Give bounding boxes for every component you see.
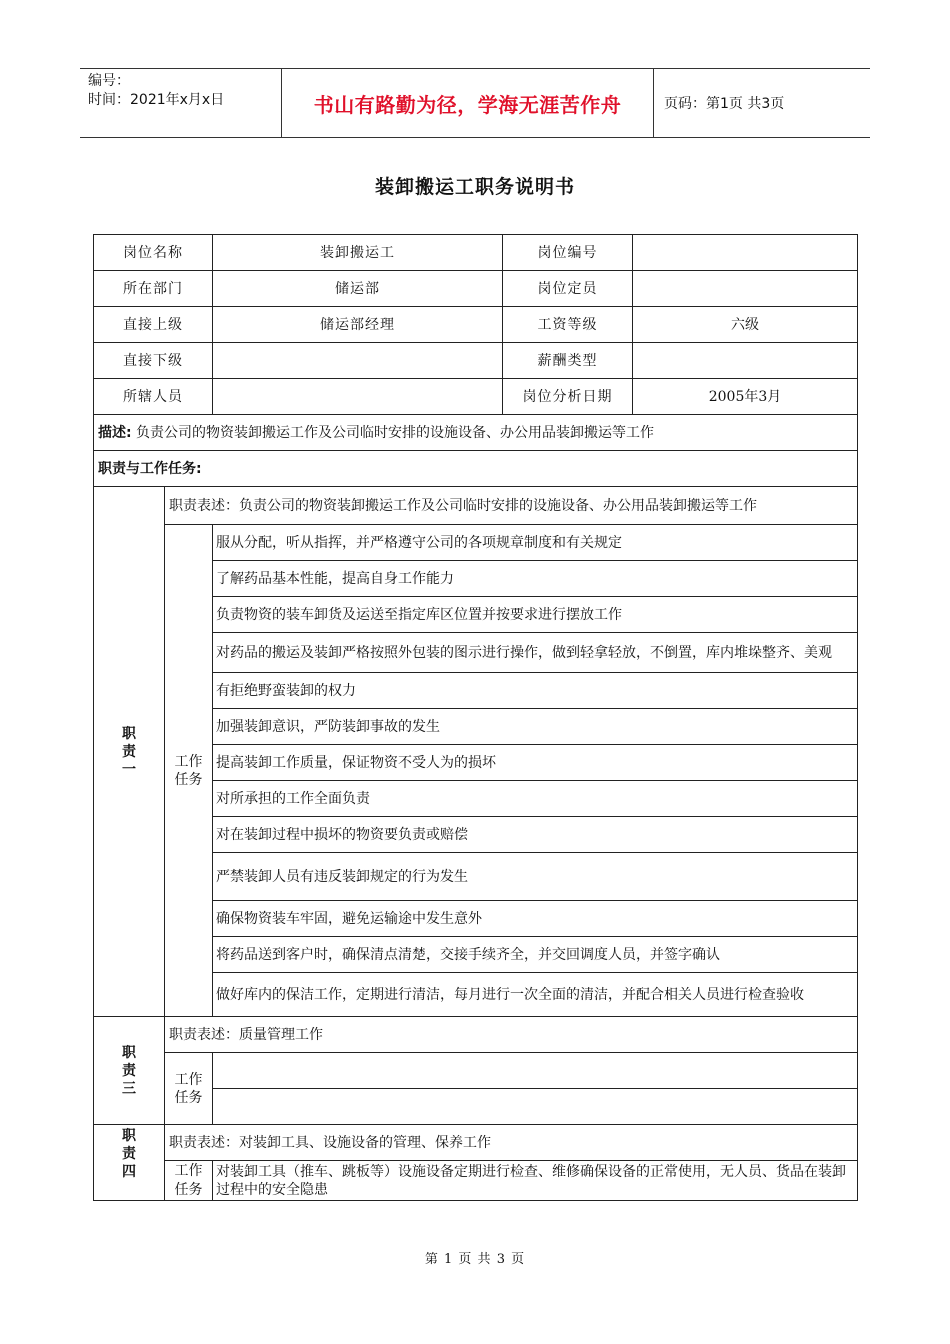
info-label: 所辖人员 — [94, 379, 213, 415]
info-row — [94, 379, 858, 415]
duty4-label — [94, 1125, 165, 1201]
task-row — [94, 1161, 858, 1201]
task-item: 对装卸工具（推车、跳板等）设施设备定期进行检查、维修确保设备的正常使用，无人员、货品在装卸过程中的安全隐患 — [213, 1161, 858, 1201]
duty4-work-label — [165, 1161, 213, 1201]
info-label: 直接上级 — [94, 307, 213, 343]
duties-heading: 职责与工作任务: — [94, 451, 858, 487]
task-item: 严禁装卸人员有违反装卸规定的行为发生 — [213, 853, 858, 901]
description-label: 描述: — [98, 424, 132, 441]
time-label: 时间：2021年x月x日 — [88, 92, 225, 108]
info-value — [213, 343, 503, 379]
info-label: 岗位编号 — [503, 235, 633, 271]
duty1-statement: 职责表述：负责公司的物资装卸搬运工作及公司临时安排的设施设备、办公用品装卸搬运等工作 — [165, 487, 858, 525]
info-label: 工资等级 — [503, 307, 633, 343]
info-label: 岗位定员 — [503, 271, 633, 307]
info-value: 储运部 — [213, 271, 503, 307]
task-item: 对药品的搬运及装卸严格按照外包装的图示进行操作，做到轻拿轻放，不倒置，库内堆垛整齐、美观 — [213, 633, 858, 673]
job-description-table — [93, 234, 858, 1201]
info-value — [633, 271, 858, 307]
info-label: 岗位分析日期 — [503, 379, 633, 415]
header-meta — [80, 69, 282, 137]
info-value — [633, 343, 858, 379]
task-item — [213, 1053, 858, 1089]
duty4-work-label-text: 工作任务 — [174, 1162, 203, 1198]
duty4-statement-row — [94, 1125, 858, 1161]
info-value: 六级 — [633, 307, 858, 343]
duty3-label — [94, 1017, 165, 1125]
task-item: 提高装卸工作质量，保证物资不受人为的损坏 — [213, 745, 858, 781]
task-row — [94, 1053, 858, 1089]
page-footer: 第 1 页 共 3 页 — [424, 1252, 526, 1267]
info-label: 岗位名称 — [94, 235, 213, 271]
header-motto: 书山有路勤为径，学海无涯苦作舟 — [282, 69, 654, 137]
duty3-label-text: 职责三 — [122, 1044, 136, 1097]
task-item: 加强装卸意识，严防装卸事故的发生 — [213, 709, 858, 745]
info-value: 装卸搬运工 — [213, 235, 503, 271]
duty3-statement-row — [94, 1017, 858, 1053]
duty1-statement-row — [94, 487, 858, 525]
duty1-label — [94, 487, 165, 1017]
duty1-work-label — [165, 525, 213, 1017]
duty3-work-label-text: 工作任务 — [174, 1071, 203, 1106]
description-row — [94, 415, 858, 451]
info-row — [94, 235, 858, 271]
info-label: 直接下级 — [94, 343, 213, 379]
header-page-label: 页码：第1页 共3页 — [664, 96, 785, 112]
duty4-statement: 职责表述：对装卸工具、设施设备的管理、保养工作 — [165, 1125, 858, 1161]
duty1-work-label-text: 工作任务 — [174, 753, 203, 788]
task-item: 了解药品基本性能，提高自身工作能力 — [213, 561, 858, 597]
task-item: 有拒绝野蛮装卸的权力 — [213, 673, 858, 709]
duty4-label-text: 职责四 — [122, 1128, 136, 1180]
info-row — [94, 343, 858, 379]
info-value: 储运部经理 — [213, 307, 503, 343]
info-label: 薪酬类型 — [503, 343, 633, 379]
duties-heading-row — [94, 451, 858, 487]
task-item: 将药品送到客户时，确保清点清楚，交接手续齐全，并交回调度人员，并签字确认 — [213, 937, 858, 973]
info-value — [633, 235, 858, 271]
task-item: 对在装卸过程中损坏的物资要负责或赔偿 — [213, 817, 858, 853]
duty1-label-text: 职责一 — [122, 725, 136, 778]
number-label: 编号： — [88, 73, 130, 89]
task-item: 对所承担的工作全面负责 — [213, 781, 858, 817]
info-row — [94, 307, 858, 343]
document-title: 装卸搬运工职务说明书 — [374, 176, 575, 198]
task-item: 做好库内的保洁工作，定期进行清洁，每月进行一次全面的清洁，并配合相关人员进行检查验收 — [213, 973, 858, 1017]
info-value: 2005年3月 — [633, 379, 858, 415]
task-item — [213, 1089, 858, 1125]
info-label: 所在部门 — [94, 271, 213, 307]
duty3-statement: 职责表述：质量管理工作 — [165, 1017, 858, 1053]
duty3-work-label — [165, 1053, 213, 1125]
description-cell — [94, 415, 858, 451]
info-value — [213, 379, 503, 415]
info-row — [94, 271, 858, 307]
task-item: 服从分配，听从指挥，并严格遵守公司的各项规章制度和有关规定 — [213, 525, 858, 561]
task-item: 负责物资的装车卸货及运送至指定库区位置并按要求进行摆放工作 — [213, 597, 858, 633]
task-row — [94, 525, 858, 561]
description-text: 负责公司的物资装卸搬运工作及公司临时安排的设施设备、办公用品装卸搬运等工作 — [131, 424, 655, 441]
page-header — [80, 68, 870, 138]
task-item: 确保物资装车牢固，避免运输途中发生意外 — [213, 901, 858, 937]
